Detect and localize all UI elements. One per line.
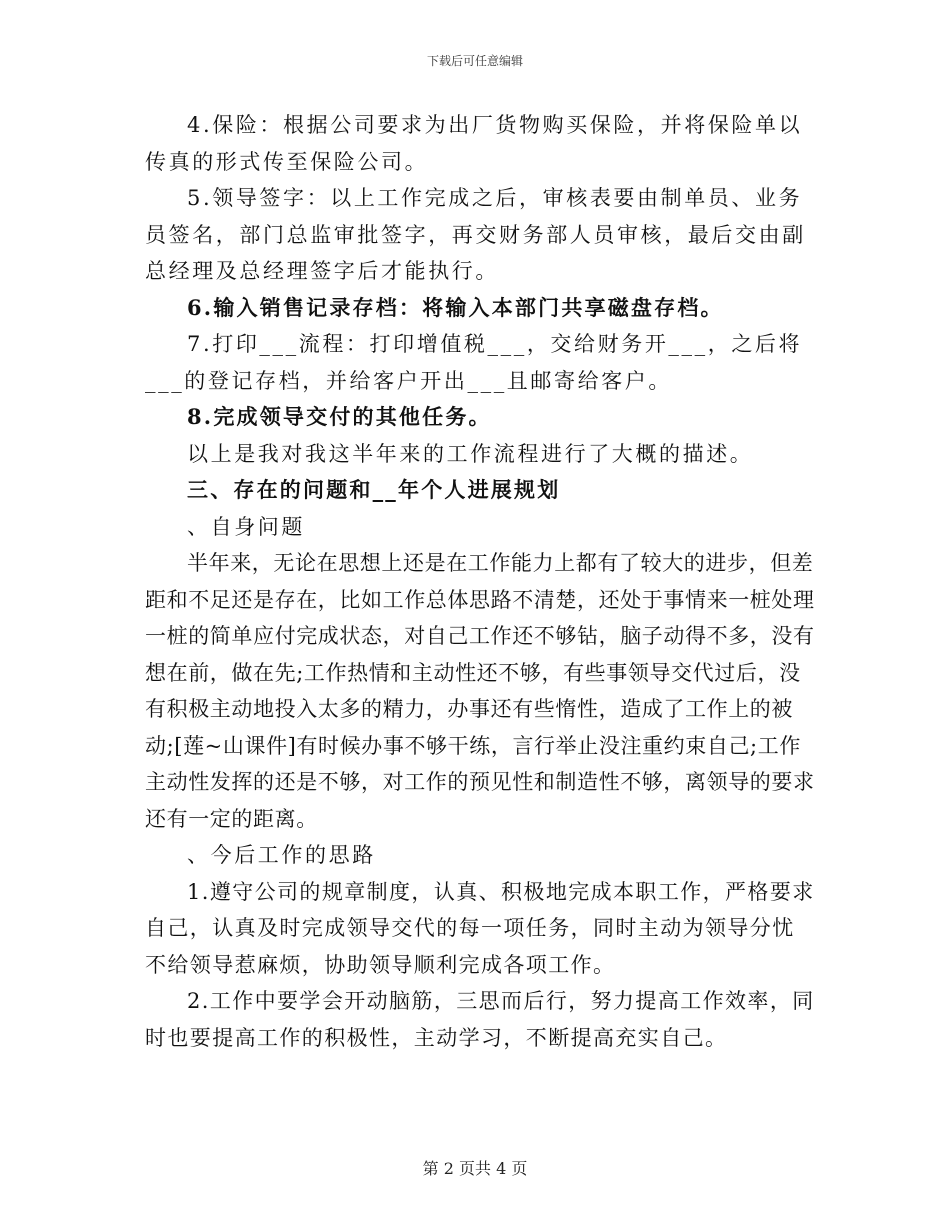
paragraph-plan-1: 1.遵守公司的规章制度，认真、积极地完成本职工作，严格要求自己，认真及时完成领导交代的每一项任务，同时主动为领导分忧不给领导惹麻烦，协助领导顺利完成各项工作。 xyxy=(145,879,815,977)
page-header-note: 下载后可任意编辑 xyxy=(426,54,523,68)
page-number-footer: 第 2 页共 4 页 xyxy=(422,1159,528,1178)
paragraph-plan-2: 2.工作中要学会开动脑筋，三思而后行，努力提高工作效率，同时也要提高工作的积极性，主动学习，不断提高充实自己。 xyxy=(145,989,815,1050)
paragraph-insurance: 4.保险：根据公司要求为出厂货物购买保险，并将保险单以传真的形式传至保险公司。 xyxy=(145,113,803,174)
subheading-future-ideas: 、今后工作的思路 xyxy=(187,843,376,867)
paragraph-summary: 以上是我对我这半年来的工作流程进行了大概的描述。 xyxy=(187,441,754,466)
paragraph-leader-signature: 5.领导签字：以上工作完成之后，审核表要由制单员、业务员签名，部门总监审批签字，再交财务部人员审核，最后交由副总经理及总经理签字后才能执行。 xyxy=(145,186,806,283)
document-body xyxy=(145,107,815,1056)
paragraph-problems-detail: 半年来，无论在思想上还是在工作能力上都有了较大的进步，但差距和不足还是存在，比如工作总体思路不清楚，还处于事情来一桩处理一桩的简单应付完成状态，对自己工作还不够钻，脑子动得不多，没有想在前，做在先;工作热情和主动性还不够，有些事领导交代过后，没有积极主动地投入太多的精力，办事还有些惰性，造成了工作上的被动;[莲~山课件]有时候办事不够干练，言行举止没注重约束自己;工作主动性发挥的还是不够，对工作的预见性和制造性不够，离领导的要求还有一定的距离。 xyxy=(145,551,815,831)
paragraph-print-process: 7.打印___流程：打印增值税___，交给财务开___，之后将___的登记存档，并给客户开出___且邮寄给客户。 xyxy=(145,332,803,393)
paragraph-other-tasks: 8.完成领导交付的其他任务。 xyxy=(187,404,492,429)
paragraph-sales-record: 6.输入销售记录存档：将输入本部门共享磁盘存档。 xyxy=(187,294,724,320)
subheading-own-problems: 、自身问题 xyxy=(187,514,305,539)
section-heading-3: 三、存在的问题和__年个人进展规划 xyxy=(187,477,561,502)
